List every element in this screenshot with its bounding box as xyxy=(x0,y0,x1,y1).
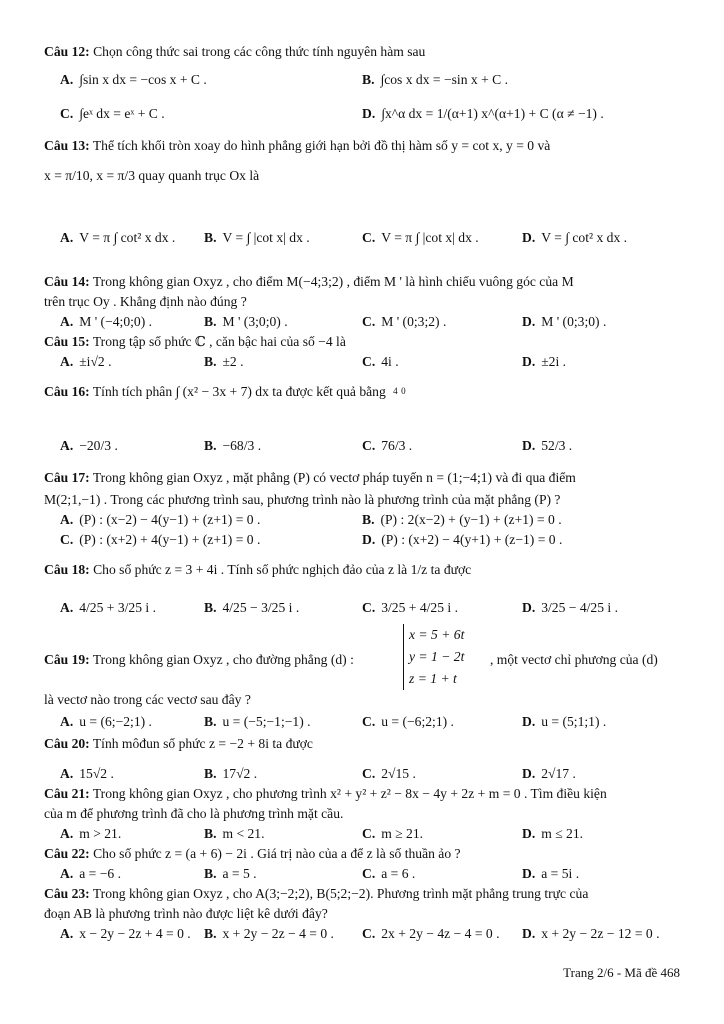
option-22a[interactable]: A. a = −6 . xyxy=(60,866,121,881)
option-23d[interactable]: D. x + 2y − 2z − 12 = 0 . xyxy=(522,926,660,941)
option-15b[interactable]: B. ±2 . xyxy=(204,354,244,369)
option-16b[interactable]: B. −68/3 . xyxy=(204,438,262,453)
option-17a[interactable]: A. (P) : (x−2) − 4(y−1) + (z+1) = 0 . xyxy=(60,512,261,527)
option-15a[interactable]: A. ±i√2 . xyxy=(60,354,112,369)
option-18d[interactable]: D. 3/25 − 4/25 i . xyxy=(522,600,618,615)
option-18a[interactable]: A. 4/25 + 3/25 i . xyxy=(60,600,156,615)
question-19-tail: , một vectơ chỉ phương của (d) xyxy=(490,652,658,667)
question-text: Chọn công thức sai trong các công thức tính nguyên hàm sau xyxy=(93,44,426,59)
question-22: Câu 22: Cho số phức z = (a + 6) − 2i . Giá trị nào của a để z là số thuần ảo ? xyxy=(44,846,461,861)
option-13d[interactable]: D. V = ∫ cot² x dx . xyxy=(522,230,628,245)
option-21c[interactable]: C. m ≥ 21. xyxy=(362,826,424,841)
option-22c[interactable]: C. a = 6 . xyxy=(362,866,416,881)
option-13b[interactable]: B. V = ∫ |cot x| dx . xyxy=(204,230,310,245)
option-21b[interactable]: B. m < 21. xyxy=(204,826,265,841)
option-20d[interactable]: D. 2√17 . xyxy=(522,766,576,781)
question-18: Câu 18: Cho số phức z = 3 + 4i . Tính số phức nghịch đảo của z là 1/z ta được xyxy=(44,562,472,577)
option-12a[interactable]: A. ∫sin x dx = −cos x + C . xyxy=(60,72,207,87)
question-14: Câu 14: Trong không gian Oxyz , cho điểm M(−4;3;2) , điểm M ' là hình chiếu vuông góc của M xyxy=(44,274,574,289)
option-17c[interactable]: C. (P) : (x+2) + 4(y−1) + (z+1) = 0 . xyxy=(60,532,261,547)
question-13: Câu 13: Thể tích khối tròn xoay do hình phẳng giới hạn bởi đồ thị hàm số y = cot x, y = 0 và xyxy=(44,138,551,153)
option-14d[interactable]: D. M ' (0;3;0) . xyxy=(522,314,607,329)
option-14b[interactable]: B. M ' (3;0;0) . xyxy=(204,314,288,329)
option-17d[interactable]: D. (P) : (x+2) − 4(y+1) + (z−1) = 0 . xyxy=(362,532,563,547)
option-21a[interactable]: A. m > 21. xyxy=(60,826,122,841)
question-12 xyxy=(44,42,684,61)
question-14-line2: trên trục Oy . Khẳng định nào đúng ? xyxy=(44,294,247,309)
option-23a[interactable]: A. x − 2y − 2z + 4 = 0 . xyxy=(60,926,191,941)
question-label: Câu 12: xyxy=(44,44,90,59)
question-17: Câu 17: Trong không gian Oxyz , mặt phẳng (P) có vectơ pháp tuyến n = (1;−4;1) và đi qua điểm xyxy=(44,470,576,485)
question-23-line2: đoạn AB là phương trình nào được liệt kê dưới đây? xyxy=(44,906,328,921)
option-18b[interactable]: B. 4/25 − 3/25 i . xyxy=(204,600,300,615)
question-19-line2: là vectơ nào trong các vectơ sau đây ? xyxy=(44,692,251,707)
option-12c[interactable]: C. ∫eˣ dx = eˣ + C . xyxy=(60,106,165,121)
option-19a[interactable]: A. u = (6;−2;1) . xyxy=(60,714,152,729)
option-17b[interactable]: B. (P) : 2(x−2) + (y−1) + (z+1) = 0 . xyxy=(362,512,562,527)
upper-limit: 4 xyxy=(393,386,398,396)
option-16d[interactable]: D. 52/3 . xyxy=(522,438,573,453)
question-15: Câu 15: Trong tập số phức ℂ , căn bậc hai của số −4 là xyxy=(44,334,346,349)
option-19c[interactable]: C. u = (−6;2;1) . xyxy=(362,714,454,729)
option-20a[interactable]: A. 15√2 . xyxy=(60,766,114,781)
option-13c[interactable]: C. V = π ∫ |cot x| dx . xyxy=(362,230,479,245)
option-18c[interactable]: C. 3/25 + 4/25 i . xyxy=(362,600,458,615)
question-16: Câu 16: Tính tích phân ∫ (x² − 3x + 7) dx ta được kết quả bằng $^4$ 0 xyxy=(44,384,406,399)
question-21: Câu 21: Trong không gian Oxyz , cho phương trình x² + y² + z² − 8x − 4y + 2z + m = 0 . Tìm điều kiện xyxy=(44,786,607,801)
question-13-line2: x = π/10, x = π/3 quay quanh trục Ox là xyxy=(44,168,260,183)
option-15d[interactable]: D. ±2i . xyxy=(522,354,567,369)
option-22b[interactable]: B. a = 5 . xyxy=(204,866,257,881)
option-16a[interactable]: A. −20/3 . xyxy=(60,438,118,453)
option-20c[interactable]: C. 2√15 . xyxy=(362,766,416,781)
option-23c[interactable]: C. 2x + 2y − 4z − 4 = 0 . xyxy=(362,926,500,941)
question-19: Câu 19: Trong không gian Oxyz , cho đường phẳng (d) : xyxy=(44,652,354,667)
question-20: Câu 20: Tính môđun số phức z = −2 + 8i ta được xyxy=(44,736,313,751)
page-footer: Trang 2/6 - Mã đề 468 xyxy=(563,965,680,980)
question-21-line2: của m để phương trình đã cho là phương trình mặt cầu. xyxy=(44,806,344,821)
option-14a[interactable]: A. M ' (−4;0;0) . xyxy=(60,314,153,329)
option-12d[interactable]: D. ∫x^α dx = 1/(α+1) x^(α+1) + C (α ≠ −1) . xyxy=(362,106,604,121)
question-17-line2: M(2;1,−1) . Trong các phương trình sau, phương trình nào là phương trình của mặt phẳng (P) ? xyxy=(44,492,561,507)
option-19d[interactable]: D. u = (5;1;1) . xyxy=(522,714,607,729)
lower-limit: 0 xyxy=(401,386,406,396)
option-13a[interactable]: A. V = π ∫ cot² x dx . xyxy=(60,230,176,245)
option-15c[interactable]: C. 4i . xyxy=(362,354,399,369)
option-19b[interactable]: B. u = (−5;−1;−1) . xyxy=(204,714,311,729)
option-12b[interactable]: B. ∫cos x dx = −sin x + C . xyxy=(362,72,509,87)
line-system: x = 5 + 6t y = 1 − 2t z = 1 + t xyxy=(403,624,464,690)
option-16c[interactable]: C. 76/3 . xyxy=(362,438,413,453)
option-23b[interactable]: B. x + 2y − 2z − 4 = 0 . xyxy=(204,926,334,941)
question-23: Câu 23: Trong không gian Oxyz , cho A(3;−2;2), B(5;2;−2). Phương trình mặt phẳng trung trực của xyxy=(44,886,589,901)
option-21d[interactable]: D. m ≤ 21. xyxy=(522,826,584,841)
option-22d[interactable]: D. a = 5i . xyxy=(522,866,580,881)
option-20b[interactable]: B. 17√2 . xyxy=(204,766,258,781)
option-14c[interactable]: C. M ' (0;3;2) . xyxy=(362,314,447,329)
